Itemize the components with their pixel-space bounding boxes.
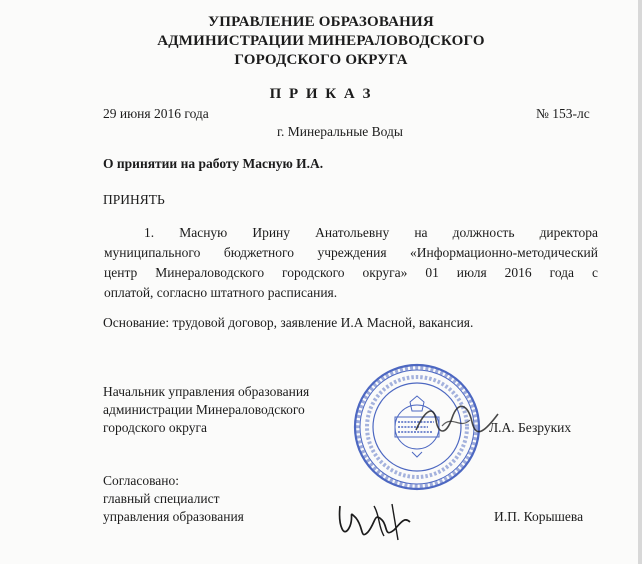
decree-word: ПРИНЯТЬ: [103, 192, 165, 207]
approval-line-1: Согласовано:: [103, 473, 179, 488]
head-title-line-3: городского округа: [103, 420, 208, 435]
head-title-line-1: Начальник управления образования: [103, 384, 310, 399]
approval-line-3: управления образования: [103, 509, 244, 524]
order-city: г. Минеральные Воды: [277, 124, 403, 139]
scan-edge: [638, 0, 642, 564]
header-line-1: УПРАВЛЕНИЕ ОБРАЗОВАНИЯ: [208, 14, 434, 30]
item-line-4: оплатой, согласно штатного расписания.: [104, 285, 338, 300]
item-line-2: муниципального бюджетного учреждения «Информационно-методический: [104, 245, 598, 260]
item-line-1: 1. Масную Ирину Анатольевну на должность директора: [144, 225, 598, 240]
head-title-line-2: администрации Минераловодского: [103, 402, 305, 417]
approval-name: И.П. Корышева: [494, 509, 584, 524]
head-signature-icon: [412, 400, 502, 440]
approval-line-2: главный специалист: [103, 491, 220, 506]
head-name: Л.А. Безруких: [489, 420, 572, 435]
order-item-1: [104, 223, 598, 303]
header-line-3: ГОРОДСКОГО ОКРУГА: [234, 52, 408, 68]
header-line-2: АДМИНИСТРАЦИИ МИНЕРАЛОВОДСКОГО: [157, 33, 485, 49]
approval-signature-icon: [334, 496, 414, 546]
order-title: П Р И К А З: [269, 86, 373, 102]
basis-text: Основание: трудовой договор, заявление И.А Масной, вакансия.: [103, 315, 474, 330]
order-subject: О принятии на работу Масную И.А.: [103, 156, 324, 171]
order-number: № 153-лс: [536, 106, 590, 121]
order-date: 29 июня 2016 года: [103, 106, 209, 121]
item-line-3: центр Минераловодского городского округа» 01 июля 2016 года с: [104, 265, 598, 280]
